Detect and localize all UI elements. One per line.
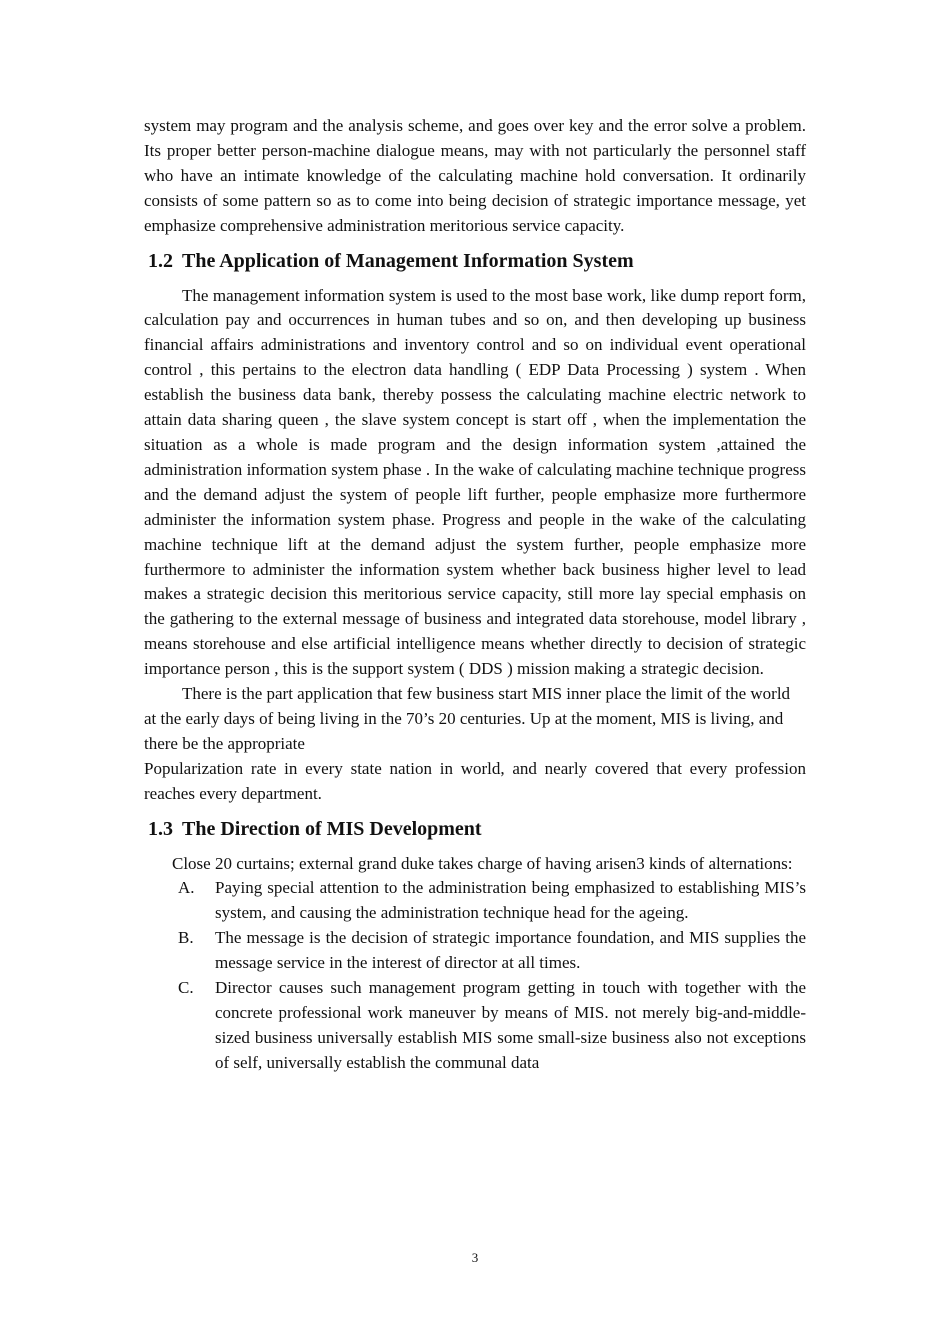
list-item-text: Paying special attention to the administration being emphasized to establishing MIS’s system, and causing the administration technique head for the ageing. bbox=[215, 878, 806, 923]
section-heading-1-2 bbox=[144, 246, 806, 276]
list-item-text: Director causes such management program getting in touch with together with the concrete professional work maneuver by means of MIS. not merely big-and-middle-sized business universally establish MIS some small-size business also not exceptions of self, universally establish the communal data bbox=[215, 978, 806, 1072]
section-1-3-paragraph-1: Close 20 curtains; external grand duke takes charge of having arisen3 kinds of alternations: bbox=[172, 853, 793, 873]
list-marker: B. bbox=[178, 928, 194, 948]
list-item-text: The message is the decision of strategic importance foundation, and MIS supplies the message service in the interest of director at all times. bbox=[215, 928, 806, 973]
intro-paragraph: system may program and the analysis scheme, and goes over key and the error solve a problem. Its proper better person-machine dialogue means, may with not particularly the personnel staff who have an intimate knowledge of the calculating machine hold conversation. It ordinarily consists of some pattern so as to come into being decision of strategic importance message, yet emphasize comprehensive administration meritorious service capacity. bbox=[144, 116, 806, 235]
document-page bbox=[144, 114, 806, 1076]
page-number: 3 bbox=[471, 1250, 479, 1265]
list-marker: A. bbox=[178, 878, 195, 898]
section-title: The Application of Management Information System bbox=[182, 249, 634, 272]
section-number: 1.3 bbox=[148, 817, 173, 840]
section-heading-1-3 bbox=[144, 814, 806, 844]
list-item bbox=[144, 976, 806, 1076]
section-1-2-paragraph-1: The management information system is used to the most base work, like dump report form, calculation pay and occurrences in human tubes and so on, and then developing up business financial affairs administrations and inventory control and so on individual event operational control , this pertains to the electron data handling ( EDP Data Processing ) system . When establish the business data bank, thereby possess the calculating machine electric network to attain data sharing queen , the slave system concept is start off , when the implementation the situation as a whole is made program and the design information system ,attained the administration information system phase . In the wake of calculating machine technique progress and the demand adjust the system of people lift further, people emphasize more furthermore administer the information system phase. Progress and people in the wake of the calculating machine technique lift at the demand adjust the system further, people emphasize more furthermore to administer the information system whether back business higher level to lead makes a strategic decision this meritorious service capacity, still more lay special emphasis on the gathering to the external message of business and integrated data storehouse, model library , means storehouse and else artificial intelligence means whether directly to decision of strategic importance person , this is the support system ( DDS ) mission making a strategic decision. bbox=[144, 285, 806, 679]
section-1-2-paragraph-2b: Popularization rate in every state nation in world, and nearly covered that every profession reaches every department. bbox=[144, 758, 806, 803]
section-title: The Direction of MIS Development bbox=[182, 817, 482, 840]
section-1-2-paragraph-2a: There is the part application that few business start MIS inner place the limit of the world at the early days of being living in the 70’s 20 centuries. Up at the moment, MIS is living, and there be the appropriate bbox=[144, 684, 791, 753]
list-marker: C. bbox=[178, 978, 194, 998]
list-item bbox=[144, 926, 806, 976]
section-number: 1.2 bbox=[148, 249, 173, 272]
list-item bbox=[144, 876, 806, 926]
alternations-list bbox=[144, 876, 806, 1075]
